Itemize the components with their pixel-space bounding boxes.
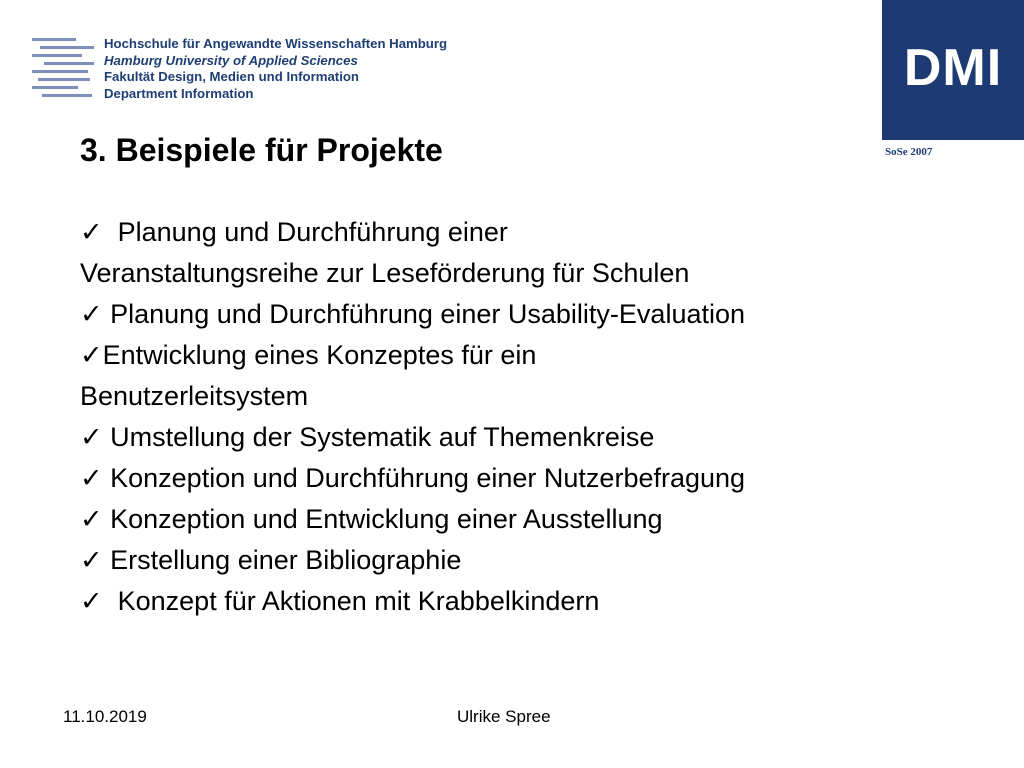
list-item (80, 212, 940, 253)
list-item-continuation: Veranstaltungsreihe zur Leseförderung für Schulen (80, 258, 690, 288)
haw-bars-icon (32, 36, 94, 100)
list-item-text: Konzeption und Durchführung einer Nutzerbefragung (102, 463, 746, 493)
check-icon: ✓ (80, 217, 103, 247)
check-icon: ✓ (80, 545, 103, 575)
list-item-text: Erstellung einer Bibliographie (102, 545, 462, 575)
check-icon: ✓ (80, 463, 103, 493)
list-item-text: Entwicklung eines Konzeptes für ein (102, 340, 537, 370)
list-item (80, 499, 940, 540)
list-item (80, 581, 940, 622)
list-item-text: Planung und Durchführung einer Usability-Evaluation (102, 299, 746, 329)
institution-line: Hamburg University of Applied Sciences (104, 52, 358, 68)
list-item-continuation: Benutzerleitsystem (80, 381, 309, 411)
institution-line: Fakultät Design, Medien und Information (104, 69, 359, 85)
list-item (80, 458, 940, 499)
check-icon: ✓ (80, 340, 103, 370)
list-item (80, 417, 940, 458)
list-item (80, 540, 940, 581)
footer-author: Ulrike Spree (457, 707, 551, 726)
haw-logo (32, 36, 462, 100)
check-icon: ✓ (80, 586, 103, 616)
project-list (80, 212, 940, 622)
slide-title: 3. Beispiele für Projekte (80, 132, 443, 168)
dmi-logo (882, 0, 1024, 140)
list-item (80, 335, 940, 376)
list-item-text: Konzeption und Entwicklung einer Ausstellung (102, 504, 663, 534)
list-item-text: Planung und Durchführung einer (102, 217, 508, 247)
list-item-text: Konzept für Aktionen mit Krabbelkindern (102, 586, 600, 616)
institution-line: Hochschule für Angewandte Wissenschaften Hamburg (104, 36, 448, 51)
institution-name (104, 36, 447, 102)
dmi-logo-text: DMI (903, 39, 1003, 97)
institution-line: Department Information (104, 85, 254, 101)
check-icon: ✓ (80, 422, 103, 452)
check-icon: ✓ (80, 299, 103, 329)
list-item (80, 294, 940, 335)
semester-label: SoSe 2007 (885, 146, 933, 158)
check-icon: ✓ (80, 504, 103, 534)
list-item-text: Umstellung der Systematik auf Themenkreise (102, 422, 655, 452)
footer-date: 11.10.2019 (63, 707, 147, 726)
